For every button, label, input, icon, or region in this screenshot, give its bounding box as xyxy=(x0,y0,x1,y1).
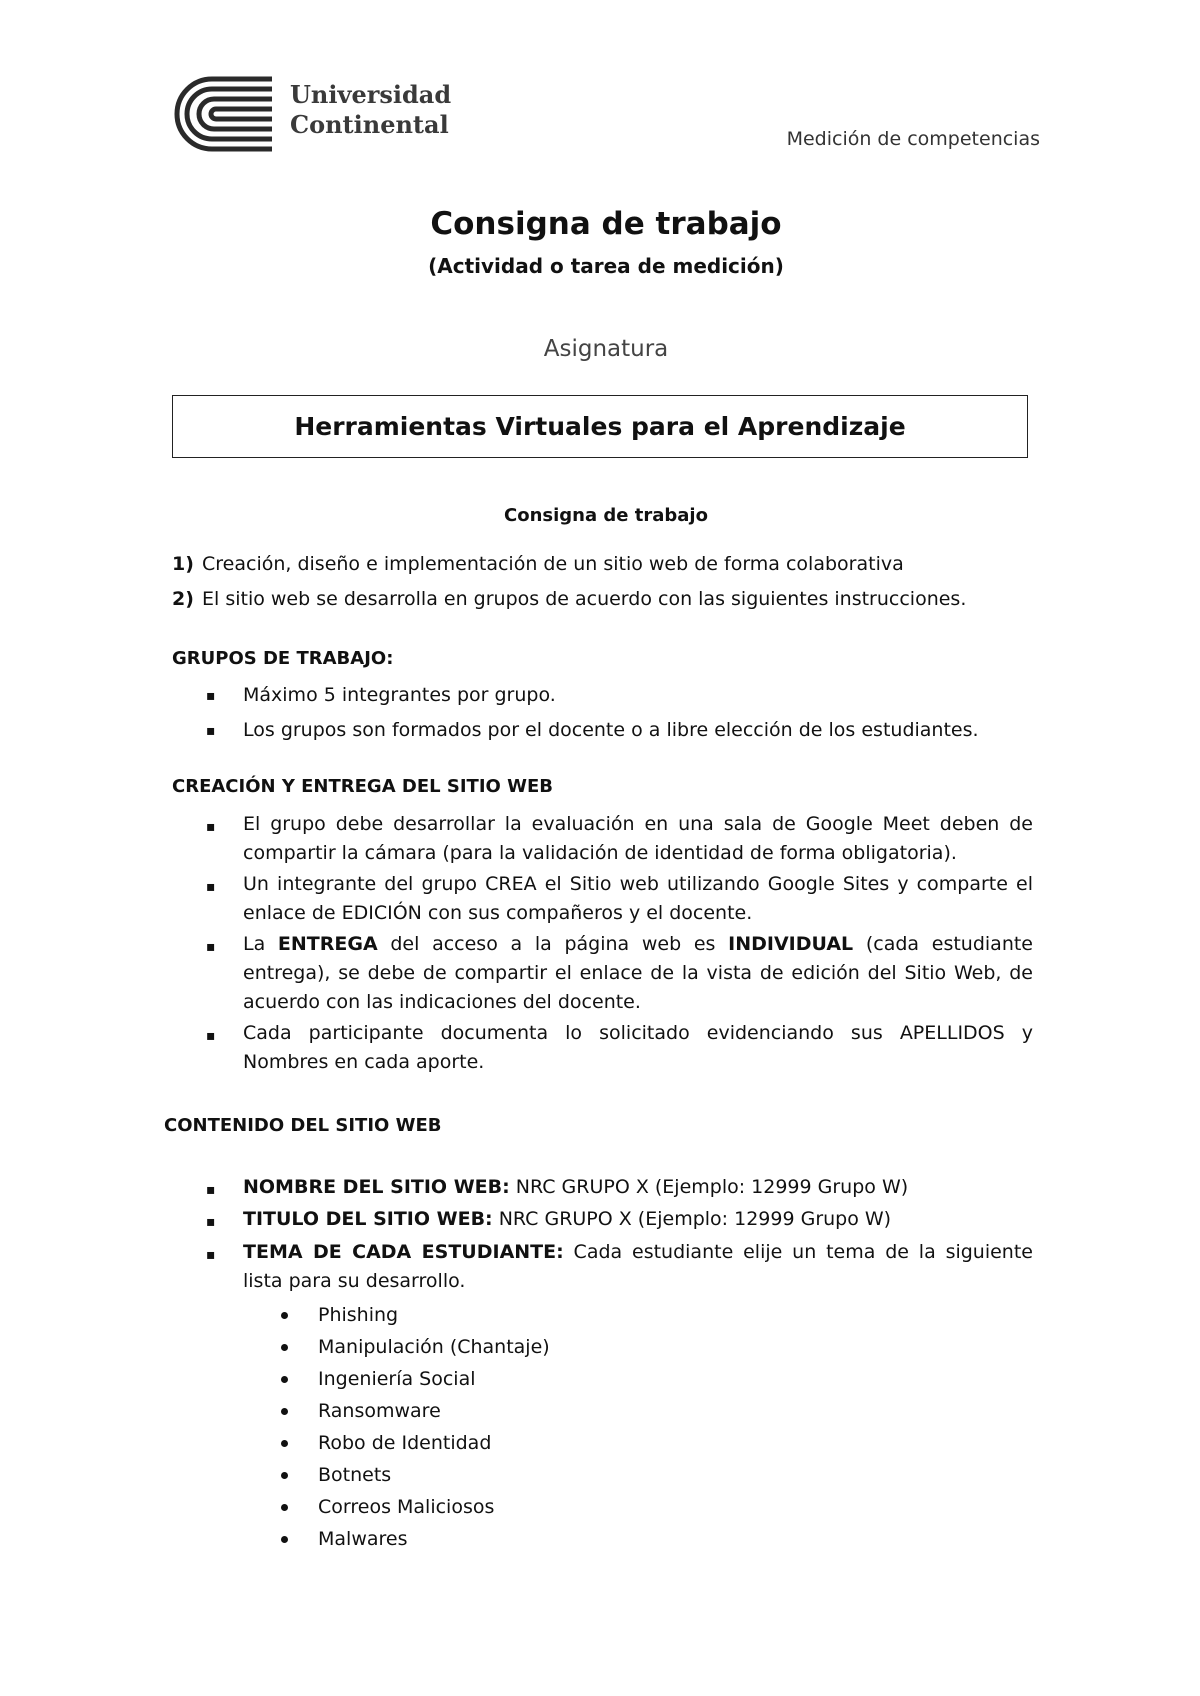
site-name-item xyxy=(243,1173,908,1202)
bullet-icon: ▪ xyxy=(206,879,216,895)
groups-heading: GRUPOS DE TRABAJO: xyxy=(172,648,394,669)
emphasis-text: ENTREGA xyxy=(277,933,378,955)
item-number: 2) xyxy=(172,588,194,610)
logo-line-1: Universidad xyxy=(290,80,452,109)
site-title-item xyxy=(243,1205,891,1234)
course-box xyxy=(172,395,1028,458)
bullet-dot-icon xyxy=(281,1312,288,1319)
field-label: TITULO DEL SITIO WEB: xyxy=(243,1208,493,1230)
page-subtitle: (Actividad o tarea de medición) xyxy=(428,254,784,278)
bullet-icon: ▪ xyxy=(206,1028,216,1044)
logo-mark-icon xyxy=(174,76,280,152)
bullet-icon: ▪ xyxy=(206,688,216,704)
field-label: NOMBRE DEL SITIO WEB: xyxy=(243,1176,510,1198)
bullet-icon: ▪ xyxy=(206,1182,216,1198)
item-text: Creación, diseño e implementación de un sitio web de forma colaborativa xyxy=(202,553,904,575)
item-number: 1) xyxy=(172,553,194,575)
subject-label: Asignatura xyxy=(543,336,669,362)
logo-line-2: Continental xyxy=(290,110,449,139)
course-name: Herramientas Virtuales para el Aprendizaje xyxy=(294,412,906,441)
bullet-dot-icon xyxy=(281,1536,288,1543)
bullet-dot-icon xyxy=(281,1472,288,1479)
section-title: Consigna de trabajo xyxy=(504,505,708,526)
page-title: Consigna de trabajo xyxy=(430,206,782,242)
text-run: del acceso a la página web es xyxy=(377,933,729,955)
bullet-icon: ▪ xyxy=(206,939,216,955)
bullet-dot-icon xyxy=(281,1376,288,1383)
logo-text xyxy=(290,80,451,140)
bullet-dot-icon xyxy=(281,1504,288,1511)
creation-item xyxy=(243,930,1033,1017)
bullet-icon: ▪ xyxy=(206,1214,216,1230)
student-topic-item xyxy=(243,1238,1033,1296)
topic-item: Ransomware xyxy=(318,1400,441,1422)
creation-heading: CREACIÓN Y ENTREGA DEL SITIO WEB xyxy=(172,776,553,797)
topic-item: Robo de Identidad xyxy=(318,1432,492,1454)
bullet-dot-icon xyxy=(281,1408,288,1415)
topic-item: Manipulación (Chantaje) xyxy=(318,1336,550,1358)
creation-item: Un integrante del grupo CREA el Sitio web utilizando Google Sites y comparte el enlace de EDICIÓN con sus compañeros y el docente. xyxy=(243,873,1033,924)
field-value: NRC GRUPO X (Ejemplo: 12999 Grupo W) xyxy=(492,1208,892,1230)
university-logo xyxy=(174,76,454,152)
bullet-icon: ▪ xyxy=(206,819,216,835)
text-run: La xyxy=(243,933,278,955)
field-label: TEMA DE CADA ESTUDIANTE: xyxy=(243,1241,564,1263)
topic-item: Correos Maliciosos xyxy=(318,1496,495,1518)
topic-item: Ingeniería Social xyxy=(318,1368,476,1390)
field-value: NRC GRUPO X (Ejemplo: 12999 Grupo W) xyxy=(509,1176,909,1198)
topic-item: Malwares xyxy=(318,1528,408,1550)
content-heading: CONTENIDO DEL SITIO WEB xyxy=(164,1115,442,1136)
header-label: Medición de competencias xyxy=(786,128,1040,150)
groups-item: Máximo 5 integrantes por grupo. xyxy=(243,684,556,706)
groups-item: Los grupos son formados por el docente o a libre elección de los estudiantes. xyxy=(243,719,979,741)
emphasis-text: INDIVIDUAL xyxy=(728,933,854,955)
creation-item: El grupo debe desarrollar la evaluación en una sala de Google Meet deben de compartir la cámara (para la validación de identidad de forma obligatoria). xyxy=(243,813,1033,864)
bullet-dot-icon xyxy=(281,1440,288,1447)
field-value: Cada estudiante elije un tema de la siguiente lista para su desarrollo. xyxy=(243,1241,1033,1292)
creation-item: Cada participante documenta lo solicitado evidenciando sus APELLIDOS y Nombres en cada aporte. xyxy=(243,1022,1033,1073)
item-text: El sitio web se desarrolla en grupos de acuerdo con las siguientes instrucciones. xyxy=(202,588,967,610)
topic-item: Botnets xyxy=(318,1464,392,1486)
text-run: (cada estudiante entrega), se debe de compartir el enlace de la vista de edición del Sitio Web, de acuerdo con las indicaciones del docente. xyxy=(243,933,1034,1013)
bullet-dot-icon xyxy=(281,1344,288,1351)
topic-item: Phishing xyxy=(318,1304,399,1326)
bullet-icon: ▪ xyxy=(206,1247,216,1263)
bullet-icon: ▪ xyxy=(206,723,216,739)
